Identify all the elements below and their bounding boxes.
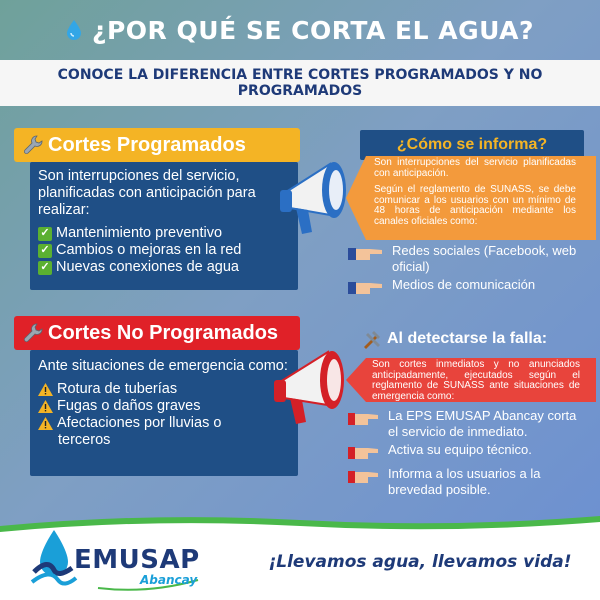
list-item <box>348 243 588 275</box>
pointing-hand-icon <box>348 442 380 462</box>
megaphone-icon <box>278 150 356 240</box>
list-item <box>38 225 290 242</box>
no-programados-box <box>30 350 298 476</box>
slogan: ¡Llevamos agua, llevamos vida! <box>268 552 572 572</box>
como-se-informa-title: ¿Cómo se informa? <box>360 130 584 160</box>
list-item-text: terceros <box>58 432 111 448</box>
megaphone-icon <box>272 338 356 428</box>
pointing-hand-icon <box>348 277 384 297</box>
como-se-informa-box <box>346 156 596 240</box>
water-drop-icon <box>66 19 82 41</box>
list-item-text: Activa su equipo técnico. <box>388 442 532 457</box>
como-se-informa-text-2: Según el reglamento de SUNASS, se debe comunicar a los usuarios con un mínimo de 48 horas de anticipación mediante los canales oficiales como: <box>374 184 576 227</box>
check-icon: ✓ <box>38 244 52 258</box>
list-item-continuation <box>38 432 290 449</box>
wrench-icon <box>22 134 44 156</box>
list-item <box>38 242 290 259</box>
list-item-text: Mantenimiento preventivo <box>56 225 223 241</box>
warning-icon <box>38 417 53 430</box>
list-item <box>38 381 290 398</box>
programados-title-banner <box>14 128 300 162</box>
list-item-text: Afectaciones por lluvias o <box>57 415 222 431</box>
programados-box <box>30 162 298 290</box>
list-item <box>348 466 588 498</box>
list-item-text: Nuevas conexiones de agua <box>56 259 239 275</box>
pointing-hand-icon <box>348 408 380 428</box>
subtitle-band <box>0 60 600 106</box>
programados-title: Cortes Programados <box>48 133 246 156</box>
header-bar <box>0 0 600 60</box>
list-item-text: Rotura de tuberías <box>57 381 178 397</box>
check-icon: ✓ <box>38 261 52 275</box>
page-title: ¿POR QUÉ SE CORTA EL AGUA? <box>91 15 534 45</box>
list-item-text: Medios de comunicación <box>392 277 536 292</box>
tools-icon <box>362 329 382 349</box>
list-item <box>348 277 588 297</box>
list-item-text: Cambios o mejoras en la red <box>56 242 242 258</box>
al-detectarse-title: Al detectarse la falla: <box>387 330 548 347</box>
list-item <box>348 442 588 462</box>
no-programados-intro: Ante situaciones de emergencia como: <box>38 358 288 374</box>
warning-icon <box>38 400 53 413</box>
list-item-text: La EPS EMUSAP Abancay corta el servicio de inmediato. <box>388 408 577 439</box>
wrench-icon <box>22 322 44 344</box>
list-item <box>38 259 290 276</box>
programados-intro: Son interrupciones del servicio, planificadas con anticipación para realizar: <box>38 168 256 218</box>
no-programados-title-banner <box>14 316 300 350</box>
brand-name: EMUSAP <box>74 545 200 575</box>
al-detectarse-text: Son cortes inmediatos y no anunciados anticipadamente, ejecutados según el reglamento de SUNASS ante situaciones de emergencia como: <box>372 359 580 402</box>
como-se-informa-text-1: Son interrupciones del servicio planificadas con anticipación. <box>374 157 576 179</box>
al-detectarse-box <box>346 358 596 402</box>
list-item <box>38 398 290 415</box>
brand-subtitle: Abancay <box>140 573 198 587</box>
warning-icon <box>38 383 53 396</box>
list-item-text: Fugas o daños graves <box>57 398 201 414</box>
no-programados-title: Cortes No Programados <box>48 321 279 344</box>
pointing-hand-icon <box>348 243 384 263</box>
list-item-text: Informa a los usuarios a la brevedad posible. <box>388 466 541 497</box>
page-subtitle: CONOCE LA DIFERENCIA ENTRE CORTES PROGRAMADOS Y NO PROGRAMADOS <box>57 67 543 99</box>
list-item-text: Redes sociales (Facebook, web oficial) <box>392 243 577 274</box>
list-item <box>38 415 290 432</box>
al-detectarse-title-row <box>362 327 592 351</box>
pointing-hand-icon <box>348 466 380 486</box>
check-icon: ✓ <box>38 227 52 241</box>
list-item <box>348 408 588 440</box>
